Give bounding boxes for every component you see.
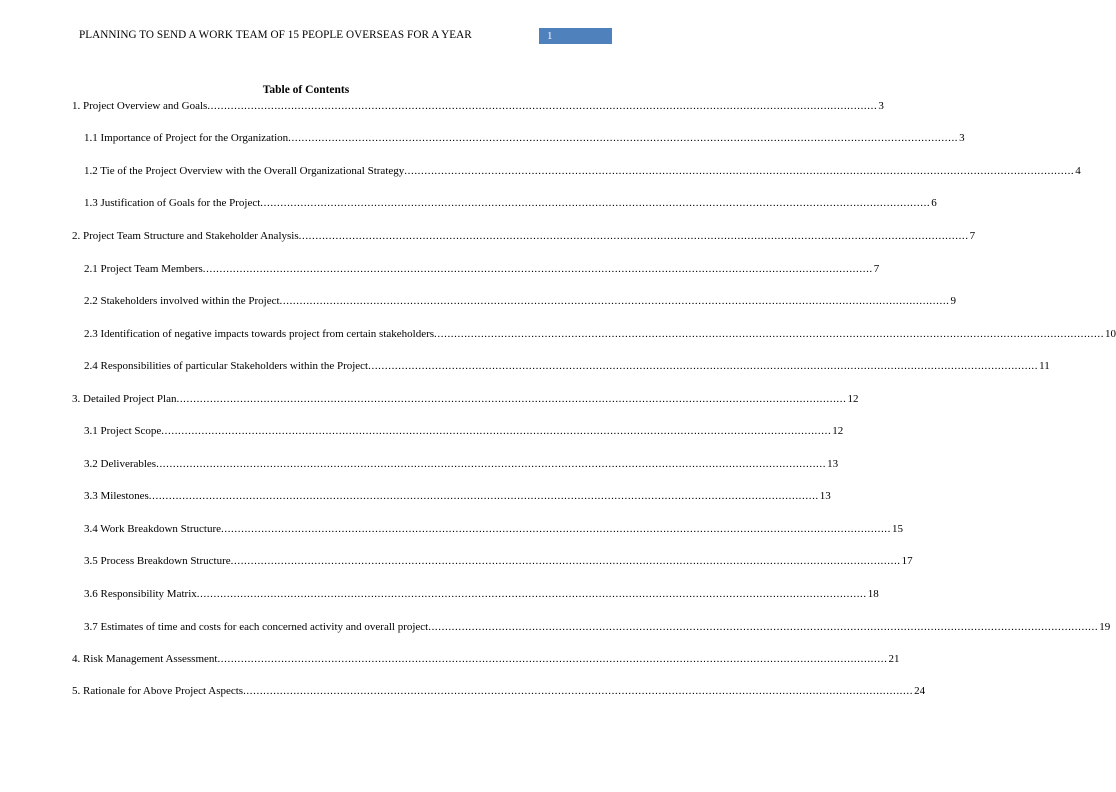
toc-entry-label: 2.3 Identification of negative impacts towards project from certain stakeholders: [84, 328, 435, 340]
toc-leader-dots: ........................................................................................................................................................................................................: [260, 197, 931, 209]
toc-entry-3-3[interactable]: [84, 489, 831, 503]
toc-leader-dots: ........................................................................................................................................................................................................: [161, 425, 832, 437]
toc-entry-label: 1.3 Justification of Goals for the Project: [84, 197, 261, 209]
toc-entry-label: 3.1 Project Scope: [84, 425, 162, 437]
toc-entry-3-4[interactable]: [84, 522, 903, 536]
toc-entry-label: 1.2 Tie of the Project Overview with the Overall Organizational Strategy: [84, 165, 405, 177]
toc-leader-dots: ........................................................................................................................................................................................................: [428, 621, 1099, 633]
toc-entry-label: 1. Project Overview and Goals: [72, 100, 208, 112]
toc-entry-page: 15: [892, 523, 903, 535]
toc-entry-2-3[interactable]: [84, 327, 1116, 341]
toc-entry-3-5[interactable]: [84, 554, 913, 568]
toc-leader-dots: ........................................................................................................................................................................................................: [288, 132, 959, 144]
toc-entry-2-4[interactable]: [84, 359, 1050, 373]
toc-entry-3[interactable]: [72, 392, 859, 406]
toc-entry-page: 13: [819, 490, 831, 502]
toc-entry-3-2[interactable]: [84, 457, 839, 471]
toc-entry-page: 17: [901, 555, 913, 567]
toc-entry-2-2[interactable]: [84, 294, 957, 308]
toc-leader-dots: ........................................................................................................................................................................................................: [279, 295, 950, 307]
toc-entry-page: 13: [827, 458, 839, 470]
toc-entry-label: 2.4 Responsibilities of particular Stakeholders within the Project: [84, 360, 369, 372]
toc-entry-page: 19: [1099, 621, 1111, 633]
toc-leader-dots: ........................................................................................................................................................................................................: [207, 100, 878, 112]
toc-leader-dots: ........................................................................................................................................................................................................: [202, 263, 873, 275]
toc-entry-label: 2.2 Stakeholders involved within the Project: [84, 295, 280, 307]
toc-entry-label: 3.6 Responsibility Matrix: [84, 588, 197, 600]
toc-entry-page: 6: [931, 197, 937, 209]
toc-entry-page: 4: [1075, 165, 1081, 177]
toc-entry-label: 4. Risk Management Assessment: [72, 653, 218, 665]
toc-entry-label: 2.1 Project Team Members: [84, 263, 203, 275]
toc-entry-3-7[interactable]: [84, 620, 1111, 634]
toc-entry-page: 21: [888, 653, 900, 665]
toc-entry-page: 18: [867, 588, 879, 600]
toc-leader-dots: ........................................................................................................................................................................................................: [434, 328, 1105, 340]
toc-entry-page: 7: [873, 263, 880, 275]
toc-leader-dots: ........................................................................................................................................................................................................: [404, 165, 1075, 177]
toc-leader-dots: ........................................................................................................................................................................................................: [221, 523, 891, 535]
toc-entry-1-3[interactable]: [84, 196, 937, 210]
toc-entry-page: 3: [878, 100, 884, 112]
toc-entry-page: 9: [950, 295, 957, 307]
toc-heading: Table of Contents: [262, 84, 350, 96]
toc-entry-2-1[interactable]: [84, 262, 880, 276]
toc-leader-dots: ........................................................................................................................................................................................................: [217, 653, 888, 665]
toc-leader-dots: ........................................................................................................................................................................................................: [298, 230, 969, 242]
toc-entry-page: 7: [969, 230, 976, 242]
toc-entry-label: 3.3 Milestones: [84, 490, 149, 502]
toc-entry-label: 5. Rationale for Above Project Aspects: [72, 685, 244, 697]
toc-entry-1-2[interactable]: [84, 164, 1081, 178]
toc-leader-dots: ........................................................................................................................................................................................................: [156, 458, 827, 470]
toc-leader-dots: ........................................................................................................................................................................................................: [230, 555, 901, 567]
toc-leader-dots: ........................................................................................................................................................................................................: [196, 588, 867, 600]
toc-leader-dots: ........................................................................................................................................................................................................: [243, 685, 914, 697]
toc-leader-dots: ........................................................................................................................................................................................................: [368, 360, 1039, 372]
running-header-title: PLANNING TO SEND A WORK TEAM OF 15 PEOPLE OVERSEAS FOR A YEAR: [79, 29, 472, 41]
toc-entry-page: 12: [847, 393, 859, 405]
toc-entry-5[interactable]: [72, 684, 926, 698]
toc-entry-page: 10: [1105, 328, 1116, 340]
toc-leader-dots: ........................................................................................................................................................................................................: [176, 393, 847, 405]
toc-entry-label: 3.4 Work Breakdown Structure: [84, 523, 221, 535]
toc-entry-2[interactable]: [72, 229, 976, 243]
toc-leader-dots: ........................................................................................................................................................................................................: [148, 490, 819, 502]
toc-entry-label: 3.7 Estimates of time and costs for each concerned activity and overall project: [84, 621, 429, 633]
toc-entry-page: 12: [832, 425, 844, 437]
toc-entry-page: 11: [1039, 360, 1050, 372]
toc-entry-3-1[interactable]: [84, 424, 844, 438]
toc-entry-label: 2. Project Team Structure and Stakeholder Analysis: [72, 230, 299, 242]
toc-entry-3-6[interactable]: [84, 587, 879, 601]
page-number-badge: 1: [539, 28, 612, 44]
toc-entry-label: 3. Detailed Project Plan: [72, 393, 177, 405]
toc-entry-4[interactable]: [72, 652, 900, 666]
toc-entry-1[interactable]: [72, 99, 884, 113]
toc-entry-label: 1.1 Importance of Project for the Organization: [84, 132, 289, 144]
toc-entry-page: 3: [959, 132, 965, 144]
toc-entry-label: 3.5 Process Breakdown Structure: [84, 555, 231, 567]
toc-entry-1-1[interactable]: [84, 131, 965, 145]
toc-entry-page: 24: [914, 685, 926, 697]
toc-entry-label: 3.2 Deliverables: [84, 458, 157, 470]
